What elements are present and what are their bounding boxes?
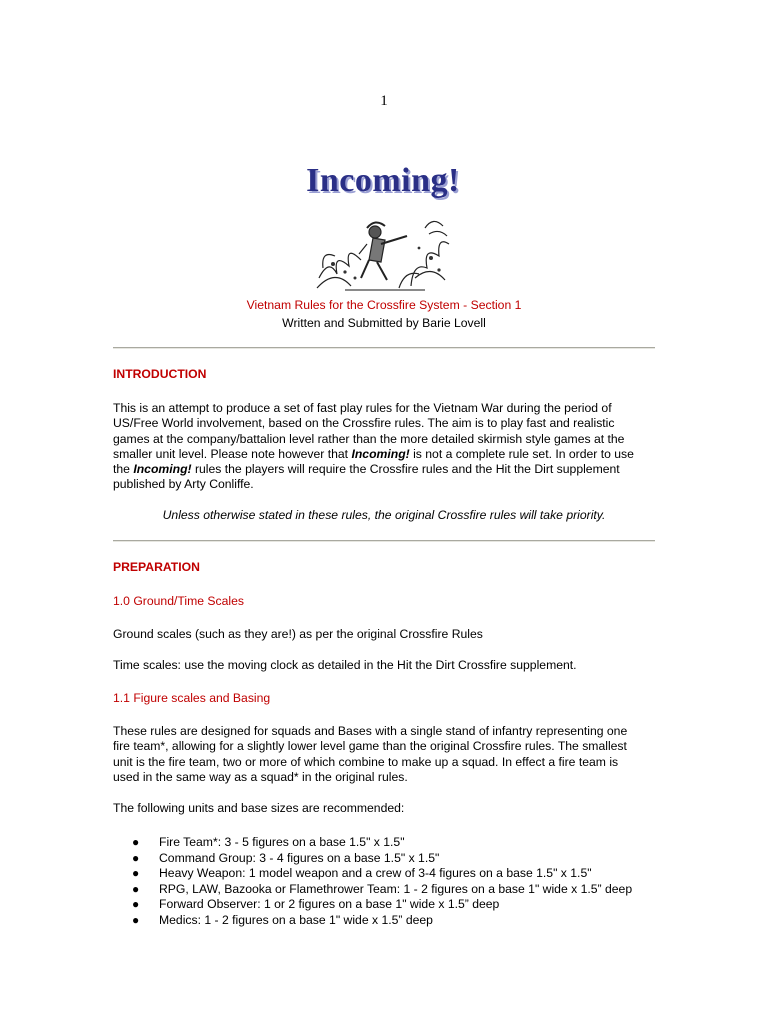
list-item: ● Command Group: 3 - 4 figures on a base 1.5" x 1.5" xyxy=(132,850,440,865)
list-item: ● RPG, LAW, Bazooka or Flamethrower Team: 1 - 2 figures on a base 1" wide x 1.5” deep xyxy=(132,881,633,896)
basing-paragraph xyxy=(113,724,658,785)
units-intro-text: The following units and base sizes are recommended: xyxy=(113,801,405,815)
bullet-icon: ● xyxy=(132,912,140,927)
page-number: 1 xyxy=(380,93,388,109)
intro-line: US/Free World involvement, based on the Crossfire rules. The aim is to play fast and realistic xyxy=(113,416,615,431)
basing-line: fire team*, allowing for a slightly lower level game than the original Crossfire rules. The smallest xyxy=(113,739,627,754)
list-item: ● Fire Team*: 3 - 5 figures on a base 1.5" x 1.5" xyxy=(132,835,405,849)
basing-line: used in the same way as a squad* in the original rules. xyxy=(113,769,408,784)
intro-line: This is an attempt to produce a set of fast play rules for the Vietnam War during the period of xyxy=(113,401,612,415)
ground-scales-text: Ground scales (such as they are!) as per the original Crossfire Rules xyxy=(113,627,483,641)
units-list xyxy=(113,835,632,928)
introduction-paragraph xyxy=(113,401,658,493)
bullet-icon: ● xyxy=(132,866,140,880)
section-1-0-title: 1.0 Ground/Time Scales xyxy=(113,594,244,608)
list-item: ● Medics: 1 - 2 figures on a base 1" wide x 1.5” deep xyxy=(132,912,433,927)
soldier-jungle-illustration-icon xyxy=(315,208,451,292)
document-subtitle: Vietnam Rules for the Crossfire System - Section 1 xyxy=(246,298,522,312)
bullet-icon: ● xyxy=(132,850,140,865)
divider xyxy=(113,347,655,349)
intro-line: smaller unit level. Please note however that Incoming! is not a complete rule set. In order to use xyxy=(113,446,634,461)
bullet-icon: ● xyxy=(132,835,140,849)
introduction-heading: INTRODUCTION xyxy=(113,367,207,381)
incoming-logo xyxy=(288,162,478,294)
priority-note: Unless otherwise stated in these rules, the original Crossfire rules will take priority. xyxy=(162,508,606,522)
divider xyxy=(113,540,655,542)
bullet-icon: ● xyxy=(132,897,140,911)
basing-line: These rules are designed for squads and Bases with a single stand of infantry representing one xyxy=(113,724,628,738)
bullet-icon: ● xyxy=(132,881,140,896)
author-line: Written and Submitted by Barie Lovell xyxy=(282,316,486,330)
basing-line: unit is the fire team, two or more of which combine to make up a squad. In effect a fire team is xyxy=(113,754,619,769)
list-item: ● Forward Observer: 1 or 2 figures on a base 1" wide x 1.5” deep xyxy=(132,897,500,911)
preparation-heading: PREPARATION xyxy=(113,560,200,574)
intro-line: published by Arty Conliffe. xyxy=(113,477,254,492)
intro-line: games at the company/battalion level rather than the more detailed skirmish style games at the xyxy=(113,431,625,446)
list-item: ● Heavy Weapon: 1 model weapon and a crew of 3-4 figures on a base 1.5" x 1.5" xyxy=(132,866,592,880)
intro-line: the Incoming! rules the players will require the Crossfire rules and the Hit the Dirt supplement xyxy=(113,462,620,477)
time-scales-text: Time scales: use the moving clock as detailed in the Hit the Dirt Crossfire supplement. xyxy=(113,658,577,672)
logo-title: Incoming! xyxy=(306,162,460,199)
section-1-1-title: 1.1 Figure scales and Basing xyxy=(113,691,271,705)
